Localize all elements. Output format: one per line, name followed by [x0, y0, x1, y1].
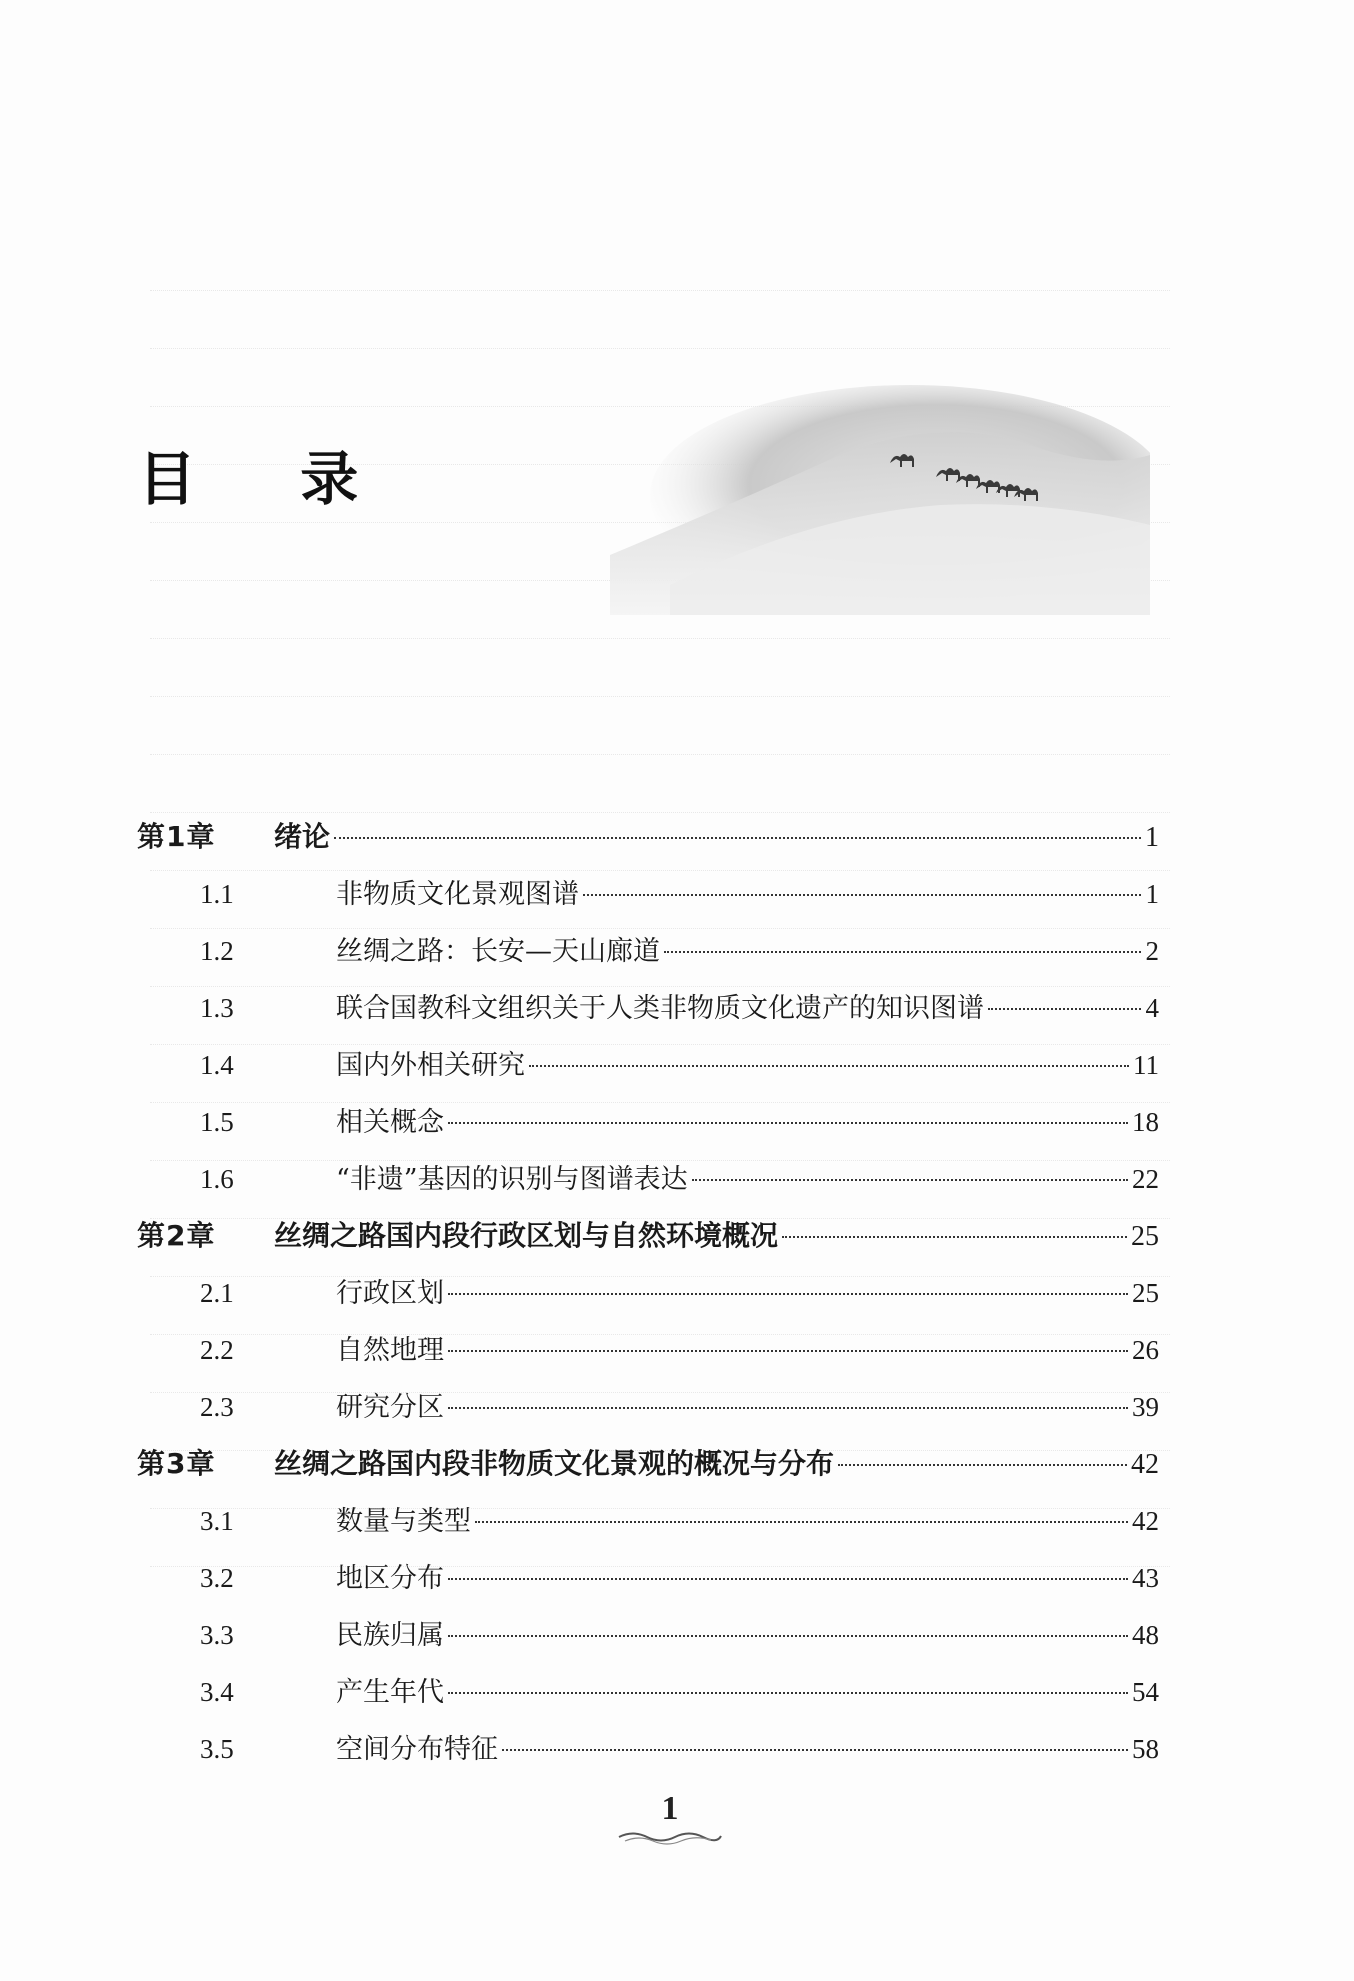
toc-entry-title: “非遗”基因的识别与图谱表达 [336, 1164, 688, 1195]
toc-entry-number: 1.2 [200, 936, 234, 966]
toc-section-entry[interactable] [137, 872, 1159, 929]
toc-entry-number: 1.5 [200, 1107, 234, 1137]
dot-leader [838, 1464, 1127, 1466]
dot-leader [502, 1749, 1128, 1751]
toc-section-entry[interactable] [137, 1328, 1159, 1385]
toc-section-entry[interactable] [137, 1556, 1159, 1613]
dot-leader [692, 1179, 1128, 1181]
toc-section-entry[interactable] [137, 986, 1159, 1043]
dot-leader [988, 1008, 1141, 1010]
page-title: 目 录 [138, 445, 401, 513]
toc-entry-page: 25 [1131, 1221, 1159, 1252]
toc-entry-title: 联合国教科文组织关于人类非物质文化遗产的知识图谱 [336, 993, 984, 1024]
toc-entry-title: 地区分布 [336, 1563, 444, 1594]
toc-section-entry[interactable] [137, 1727, 1159, 1784]
toc-entry-title: 产生年代 [336, 1677, 444, 1708]
dot-leader [664, 951, 1141, 953]
toc-entry-title: 民族归属 [336, 1620, 444, 1651]
desert-camel-illustration [610, 385, 1150, 615]
toc-entry-title: 空间分布特征 [336, 1734, 498, 1765]
dot-leader [583, 894, 1141, 896]
toc-entry-page: 1 [1145, 822, 1159, 853]
toc-section-entry[interactable] [137, 1613, 1159, 1670]
toc-entry-page: 58 [1132, 1734, 1159, 1764]
toc-entry-title: 自然地理 [336, 1335, 444, 1366]
toc-entry-number: 3.4 [200, 1677, 234, 1707]
dot-leader [448, 1293, 1128, 1295]
wave-ornament-icon [615, 1828, 725, 1846]
toc-entry-number: 3.1 [200, 1506, 234, 1536]
toc-entry-number: 第3章 [137, 1447, 216, 1480]
dot-leader [782, 1236, 1127, 1238]
toc-section-entry[interactable] [137, 1271, 1159, 1328]
toc-entry-page: 11 [1133, 1050, 1159, 1080]
toc-entry-title: 非物质文化景观图谱 [336, 879, 579, 910]
toc-entry-page: 42 [1132, 1506, 1159, 1536]
toc-section-entry[interactable] [137, 929, 1159, 986]
toc-section-entry[interactable] [137, 1385, 1159, 1442]
toc-entry-number: 3.2 [200, 1563, 234, 1593]
dot-leader [334, 837, 1141, 839]
toc-section-entry[interactable] [137, 1670, 1159, 1727]
toc-entry-title: 丝绸之路：长安—天山廊道 [336, 936, 660, 967]
toc-chapter-entry[interactable] [137, 1442, 1159, 1499]
toc-entry-number: 3.5 [200, 1734, 234, 1764]
toc-entry-number: 2.3 [200, 1392, 234, 1422]
toc-entry-page: 48 [1132, 1620, 1159, 1650]
toc-entry-page: 26 [1132, 1335, 1159, 1365]
dot-leader [448, 1635, 1128, 1637]
toc-entry-number: 2.1 [200, 1278, 234, 1308]
toc-entry-title: 数量与类型 [336, 1506, 471, 1537]
dot-leader [529, 1065, 1129, 1067]
toc-entry-number: 1.1 [200, 879, 234, 909]
page-number: 1 [661, 1790, 679, 1827]
toc-entry-title: 丝绸之路国内段行政区划与自然环境概况 [274, 1219, 779, 1252]
toc-entry-title: 绪论 [274, 820, 331, 853]
toc-entry-number: 第2章 [137, 1219, 216, 1252]
toc-entry-page: 43 [1132, 1563, 1159, 1593]
dot-leader [448, 1407, 1128, 1409]
toc-section-entry[interactable] [137, 1100, 1159, 1157]
dot-leader [448, 1122, 1128, 1124]
table-of-contents [137, 815, 1159, 1784]
toc-entry-page: 4 [1145, 993, 1159, 1023]
toc-entry-page: 1 [1145, 879, 1159, 909]
toc-chapter-entry[interactable] [137, 1214, 1159, 1271]
toc-entry-page: 39 [1132, 1392, 1159, 1422]
toc-entry-number: 2.2 [200, 1335, 234, 1365]
dot-leader [448, 1692, 1128, 1694]
toc-entry-number: 第1章 [137, 820, 216, 853]
toc-entry-page: 22 [1132, 1164, 1159, 1194]
toc-section-entry[interactable] [137, 1043, 1159, 1100]
dot-leader [475, 1521, 1128, 1523]
toc-section-entry[interactable] [137, 1157, 1159, 1214]
toc-section-entry[interactable] [137, 1499, 1159, 1556]
toc-entry-number: 1.6 [200, 1164, 234, 1194]
page-number-footer [610, 1790, 730, 1846]
toc-entry-title: 研究分区 [336, 1392, 444, 1423]
toc-entry-page: 2 [1145, 936, 1159, 966]
toc-entry-title: 国内外相关研究 [336, 1050, 525, 1081]
toc-entry-title: 丝绸之路国内段非物质文化景观的概况与分布 [274, 1447, 835, 1480]
toc-entry-number: 1.3 [200, 993, 234, 1023]
toc-entry-page: 18 [1132, 1107, 1159, 1137]
toc-entry-title: 行政区划 [336, 1278, 444, 1309]
toc-entry-number: 1.4 [200, 1050, 234, 1080]
toc-entry-page: 54 [1132, 1677, 1159, 1707]
toc-entry-page: 25 [1132, 1278, 1159, 1308]
dot-leader [448, 1578, 1128, 1580]
toc-entry-page: 42 [1131, 1449, 1159, 1480]
toc-entry-number: 3.3 [200, 1620, 234, 1650]
toc-entry-title: 相关概念 [336, 1107, 444, 1138]
toc-chapter-entry[interactable] [137, 815, 1159, 872]
dot-leader [448, 1350, 1128, 1352]
